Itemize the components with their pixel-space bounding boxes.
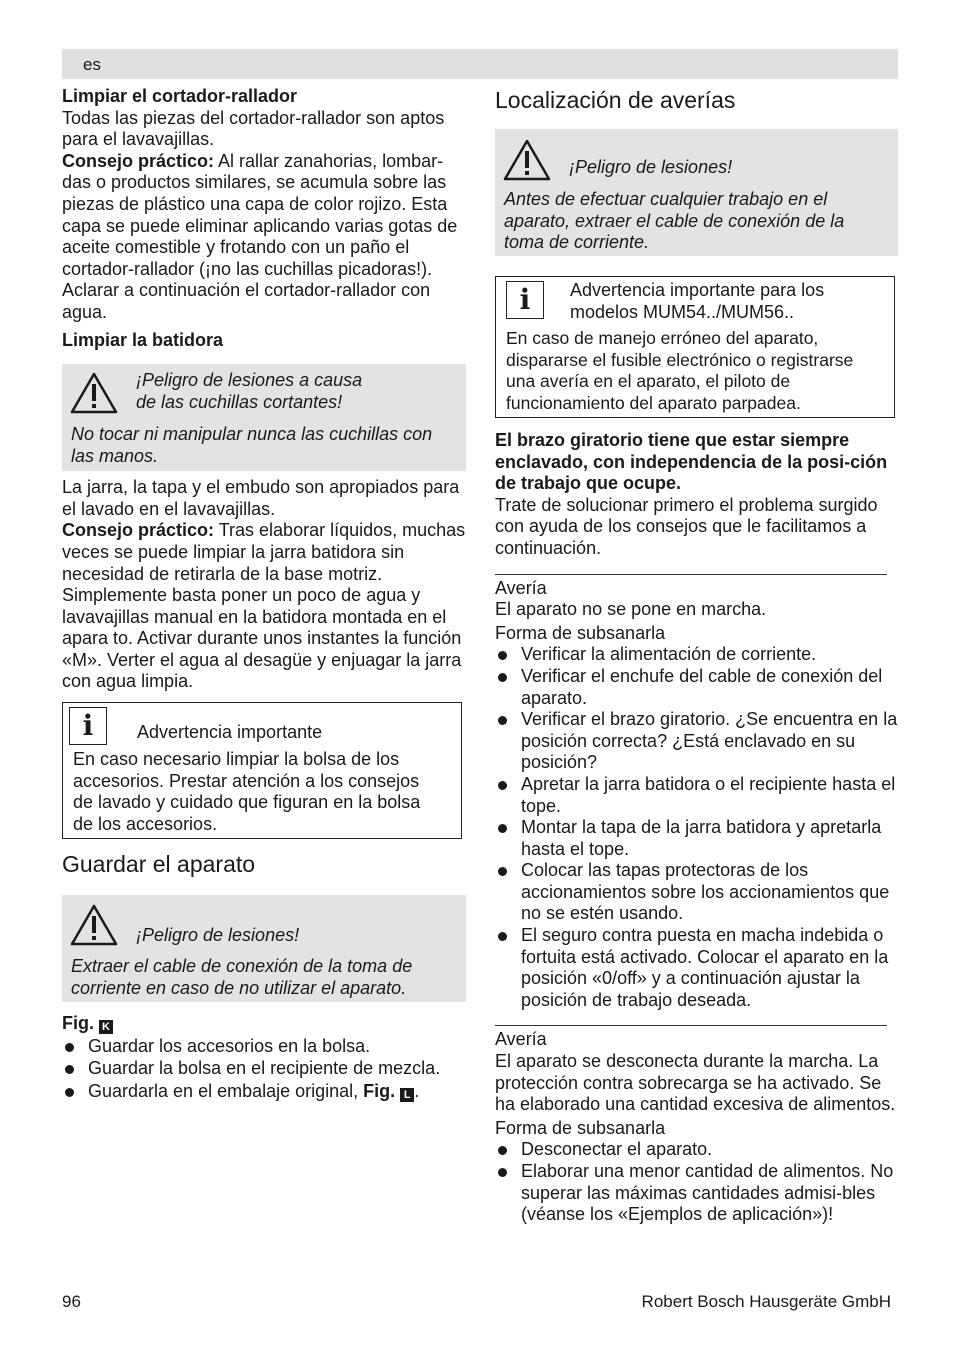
figure-l-icon: L [400,1088,414,1102]
warning-box-localizacion [495,129,898,256]
averia-text: El aparato se desconecta durante la marcha. La protección contra sobrecarga se ha activado. Se ha elaborado una cantidad excesiva de alimentos. [495,1051,896,1115]
language-code: es [83,55,101,74]
figure-label: Fig. [62,1013,94,1034]
list-item: Guardar la bolsa en el recipiente de mezcla. [62,1058,466,1080]
tip-label-2: Consejo práctico: [62,520,215,541]
warning-body: No tocar ni manipular nunca las cuchillas con las manos. [71,424,433,466]
list-item: Apretar la jarra batidora o el recipiente hasta el tope. [495,774,898,817]
warning-triangle-icon [70,904,118,946]
figure-label: Fig. [363,1080,396,1101]
warning-title-line-2: de las cuchillas cortantes! [136,391,343,412]
forma-label: Forma de subsanarla [495,622,666,643]
note-box-modelos [495,276,895,418]
divider [495,1025,887,1026]
tip-text: Al rallar zanahorias, lombar-das o productos similares, se acumula sobre las piezas de plástico una capa de color rojizo. Esta capa se puede eliminar aplicando varias gotas de aceite comestible y frotando con un paño el cortador-rallador (¡no las cuchillas picadoras!). Aclarar a continuación el cortador-rallador con agua. [62,150,458,322]
list-item: Guardar los accesorios en la bolsa. [62,1036,466,1058]
left-column [62,86,466,1102]
guardar-list [62,1036,466,1103]
tip-label: Consejo práctico: [62,150,215,171]
averia-label: Avería [495,577,547,598]
note-body: En caso de manejo erróneo del aparato, dispararse el fusible electrónico o registrarse una avería en el aparato, el piloto de funcionamiento del aparato parpadea. [506,328,854,413]
list-item: El seguro contra puesta en macha indebida o fortuita está activado. Colocar el aparato en la posición «0/off» y a continuación ajustar la posición de trabajo deseada. [495,925,898,1011]
paragraph-cortador-1: Todas las piezas del cortador-rallador son aptos para el lavavajillas. [62,107,445,150]
note-title: Advertencia importante [137,722,323,743]
warning-title: ¡Peligro de lesiones! [136,925,300,946]
warning-title: ¡Peligro de lesiones! [569,157,733,177]
list-item: Verificar el brazo giratorio. ¿Se encuentra en la posición correcta? ¿Está enclavado en su posición? [495,709,898,774]
averia2-list [495,1139,898,1225]
averia-text: El aparato no se pone en marcha. [495,599,767,620]
paragraph-cortador-2 [62,151,466,324]
figure-k-icon: K [99,1020,113,1034]
note-body: En caso necesario limpiar la bolsa de los accesorios. Prestar atención a los consejos de lavado y cuidado que figuran en la bolsa de los accesorios. [73,749,421,834]
paragraph-brazo: Trate de solucionar primero el problema surgido con ayuda de los consejos que le facilitamos a continuación. [495,494,878,558]
list-item: Verificar el enchufe del cable de conexión del aparato. [495,666,898,709]
paragraph-brazo-bold: El brazo giratorio tiene que estar siempre enclavado, con independencia de la posi-ción de trabajo que ocupe. [495,430,888,494]
warning-title [136,370,362,413]
warning-box-guardar [62,895,466,1002]
warning-triangle-icon [70,372,118,414]
list-item-end: . [414,1080,420,1101]
list-item: Verificar la alimentación de corriente. [495,644,898,666]
language-bar [62,49,898,79]
figure-reference [62,1013,466,1035]
note-title: Advertencia importante para los modelos MUM54../MUM56.. [570,280,825,322]
averia-label: Avería [495,1029,547,1050]
warning-body: Antes de efectuar cualquier trabajo en el aparato, extraer el cable de conexión de la toma de corriente. [504,189,845,253]
forma-label: Forma de subsanarla [495,1117,666,1138]
paragraph-batidora-1: La jarra, la tapa y el embudo son apropiados para el lavado en el lavavajillas. [62,477,460,519]
info-icon: i [506,281,544,319]
list-item [62,1081,466,1103]
heading-limpiar-batidora: Limpiar la batidora [62,329,224,350]
info-icon: i [69,707,107,745]
heading-limpiar-cortador: Limpiar el cortador-rallador [62,86,298,106]
list-item-text: Guardarla en el embalaje original, [88,1080,364,1101]
heading-guardar-aparato: Guardar el aparato [62,851,256,878]
warning-title-line-1: ¡Peligro de lesiones a causa [136,370,363,391]
divider [495,574,887,575]
tip-text-2: Tras elaborar líquidos, muchas veces se puede limpiar la jarra batidora sin necesidad de retirarla de la base motriz. Simplemente basta poner un poco de agua y lavavajillas manual en la batidora montada en el apara to. Activar durante unos instantes la función «M». Verter el agua al desagüe y enjuagar la jarra con agua limpia. [62,520,466,692]
paragraph-batidora-2 [62,520,466,693]
heading-localizacion-averias: Localización de averías [495,87,736,113]
warning-triangle-icon [503,139,551,181]
note-box-importante [62,702,462,839]
list-item: Elaborar una menor cantidad de alimentos. No superar las máximas cantidades admisi-bles (véanse los «Ejemplos de aplicación»)! [495,1161,898,1226]
page-number: 96 [62,1292,81,1311]
warning-body: Extraer el cable de conexión de la toma de corriente en caso de no utilizar el aparato. [71,956,413,998]
averia1-list [495,644,898,1011]
list-item: Montar la tapa de la jarra batidora y apretarla hasta el tope. [495,817,898,860]
footer-company: Robert Bosch Hausgeräte GmbH [641,1292,891,1311]
warning-box-cuchillas [62,364,466,471]
list-item: Desconectar el aparato. [495,1139,898,1161]
right-column [495,86,898,1226]
list-item: Colocar las tapas protectoras de los accionamientos sobre los accionamientos que no se estén usando. [495,860,898,925]
